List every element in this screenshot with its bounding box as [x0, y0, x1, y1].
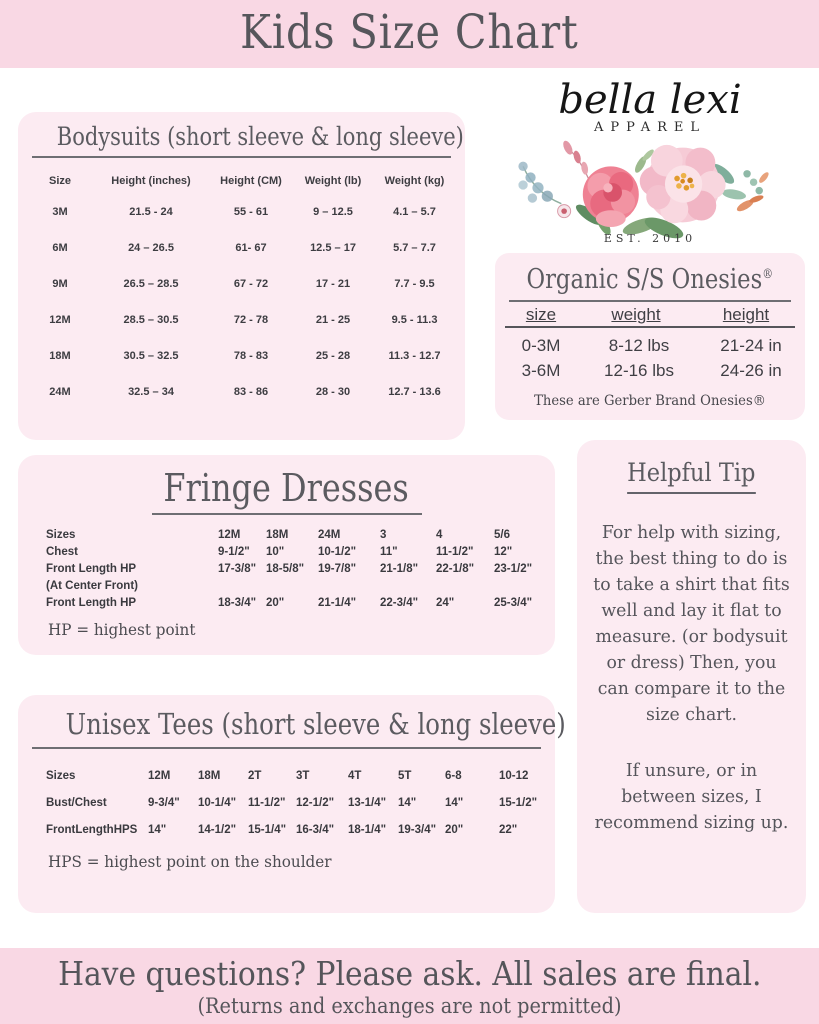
table-cell: 24M	[318, 529, 341, 541]
table-cell: 12M	[148, 770, 171, 782]
row-label: Sizes	[46, 770, 76, 782]
registered-trademark-symbol: ®	[762, 267, 774, 282]
table-cell: 32.5 – 34	[128, 386, 174, 398]
table-cell: 12M	[218, 529, 241, 541]
table-cell: 55 - 61	[233, 206, 269, 218]
tees-note: HPS = highest point on the shoulder	[48, 852, 332, 871]
table-cell: 8-12 lbs	[608, 336, 670, 355]
bodysuits-size-panel	[18, 112, 465, 440]
table-cell: 12"	[494, 546, 513, 558]
bodysuits-title: Bodysuits (short sleeve & long sleeve)	[56, 122, 464, 151]
bodysuits-col-header: Size	[48, 175, 71, 187]
table-cell: 21-1/8"	[380, 563, 419, 575]
table-cell: 10-12	[499, 770, 529, 782]
footer-line-2: (Returns and exchanges are not permitted)	[197, 994, 622, 1018]
bodysuits-title-underline	[32, 156, 451, 158]
table-cell: 3	[380, 529, 387, 541]
table-cell: 11-1/2"	[436, 546, 474, 558]
table-cell: 19-3/4"	[398, 824, 437, 836]
header-band	[0, 0, 819, 68]
table-cell: 21.5 - 24	[129, 206, 173, 218]
onesies-title: Organic S/S Onesies®	[526, 264, 774, 295]
helpful-tip-panel	[577, 440, 806, 913]
table-cell: 30.5 – 32.5	[123, 350, 179, 362]
table-cell: 9 – 12.5	[313, 206, 353, 218]
row-sublabel: (At Center Front)	[46, 580, 138, 592]
table-cell: 12.5 – 17	[310, 242, 356, 254]
table-cell: 22-1/8"	[436, 563, 475, 575]
table-cell: 20"	[266, 597, 285, 609]
fringe-note: HP = highest point	[48, 620, 196, 639]
table-cell: 21 - 25	[315, 314, 351, 326]
empty-cell	[494, 578, 552, 595]
bodysuits-table	[25, 168, 458, 410]
table-cell: 18-3/4"	[218, 597, 257, 609]
brand-subtitle: APPAREL	[594, 120, 706, 135]
table-cell: 3T	[296, 770, 310, 782]
table-cell: 18M	[198, 770, 221, 782]
table-cell: 11-1/2"	[248, 797, 286, 809]
table-cell: 14-1/2"	[198, 824, 237, 836]
tip-title: Helpful Tip	[627, 458, 755, 494]
organic-onesies-panel	[495, 253, 805, 420]
table-cell: 23-1/2"	[494, 563, 533, 575]
table-cell: 3M	[52, 206, 68, 218]
table-cell: 15-1/2"	[499, 797, 538, 809]
empty-cell	[436, 578, 494, 595]
table-cell: 9M	[52, 278, 68, 290]
table-cell: 3-6M	[521, 361, 561, 380]
table-cell: 4.1 – 5.7	[393, 206, 436, 218]
footer-band	[0, 948, 819, 1024]
footer-line-1: Have questions? Please ask. All sales are final.	[57, 954, 762, 993]
table-cell: 0-3M	[521, 336, 561, 355]
table-cell: 5T	[398, 770, 412, 782]
row-label: Chest	[46, 546, 78, 558]
onesies-col-header: weight	[611, 305, 661, 324]
table-cell: 72 - 78	[233, 314, 269, 326]
table-cell: 67 - 72	[233, 278, 269, 290]
table-cell: 61- 67	[235, 242, 267, 254]
table-cell: 4	[436, 529, 443, 541]
table-cell: 17-3/8"	[218, 563, 257, 575]
table-cell: 26.5 – 28.5	[123, 278, 179, 290]
bodysuits-col-header: Weight (lb)	[304, 175, 362, 187]
tip-paragraph-2: If unsure, or in between sizes, I recommend sizing up.	[594, 760, 789, 833]
bodysuits-col-header: Weight (kg)	[384, 175, 445, 187]
bodysuits-col-header: Height (CM)	[220, 175, 282, 187]
table-cell: 21-1/4"	[318, 597, 357, 609]
table-cell: 18M	[266, 529, 289, 541]
onesies-note: These are Gerber Brand Onesies®	[534, 393, 766, 409]
fringe-title: Fringe Dresses	[163, 466, 410, 510]
table-cell: 24M	[49, 386, 71, 398]
table-cell: 25 - 28	[315, 350, 351, 362]
onesies-table	[503, 334, 797, 384]
table-cell: 19-7/8"	[318, 563, 357, 575]
row-label: Front Length HP	[46, 597, 137, 609]
table-cell: 22-3/4"	[380, 597, 419, 609]
brand-logo	[495, 78, 805, 250]
table-cell: 78 - 83	[233, 350, 269, 362]
table-cell: 17 - 21	[315, 278, 351, 290]
table-cell: 2T	[248, 770, 262, 782]
table-cell: 16-3/4"	[296, 824, 335, 836]
empty-cell	[266, 578, 318, 595]
table-cell: 6M	[52, 242, 68, 254]
table-cell: 15-1/4"	[248, 824, 287, 836]
onesies-col-header: height	[722, 305, 770, 324]
fringe-title-underline	[152, 513, 422, 515]
table-cell: 10-1/4"	[198, 797, 237, 809]
table-cell: 6-8	[445, 770, 462, 782]
table-cell: 9-1/2"	[218, 546, 250, 558]
table-cell: 24"	[436, 597, 455, 609]
row-label: Sizes	[46, 529, 76, 541]
table-cell: 10"	[266, 546, 285, 558]
table-cell: 9.5 - 11.3	[391, 314, 438, 326]
table-cell: 18M	[49, 350, 71, 362]
table-cell: 14"	[148, 824, 167, 836]
tip-paragraph-1: For help with sizing, the best thing to do is to take a shirt that fits well and lay it flat to measure. (or bodysuit or dress) Then, you can compare it to the size chart.	[593, 522, 790, 725]
table-cell: 14"	[445, 797, 464, 809]
page-title: Kids Size Chart	[240, 5, 579, 60]
bodysuits-col-header: Height (inches)	[111, 175, 191, 187]
onesies-col-header: size	[525, 305, 557, 324]
table-cell: 18-1/4"	[348, 824, 387, 836]
empty-cell	[380, 578, 436, 595]
table-cell: 14"	[398, 797, 417, 809]
brand-name: bella lexi	[558, 77, 742, 123]
tees-table	[46, 763, 555, 844]
table-cell: 20"	[445, 824, 464, 836]
row-label: FrontLengthHPS	[46, 824, 138, 836]
unisex-tees-panel	[18, 695, 566, 913]
table-cell: 4T	[348, 770, 362, 782]
table-cell: 7.7 - 9.5	[394, 278, 435, 290]
empty-cell	[318, 578, 380, 595]
table-cell: 12-16 lbs	[604, 361, 674, 380]
floral-bouquet-icon	[500, 129, 800, 241]
table-cell: 10-1/2"	[318, 546, 357, 558]
tees-title: Unisex Tees (short sleeve & long sleeve)	[65, 707, 566, 741]
table-cell: 22"	[499, 824, 518, 836]
table-cell: 5/6	[494, 529, 510, 541]
table-cell: 25-3/4"	[494, 597, 533, 609]
brand-established: EST. 2010	[603, 232, 697, 245]
table-cell: 24 – 26.5	[128, 242, 174, 254]
tees-title-underline	[32, 747, 541, 749]
table-cell: 12M	[49, 314, 71, 326]
table-cell: 24-26 in	[720, 361, 782, 380]
table-cell: 28.5 – 30.5	[123, 314, 179, 326]
table-cell: 28 - 30	[315, 386, 351, 398]
table-cell: 12-1/2"	[296, 797, 335, 809]
row-label: Front Length HP	[46, 563, 137, 575]
table-cell: 12.7 - 13.6	[388, 386, 441, 398]
fringe-dresses-panel	[18, 455, 555, 655]
table-cell: 18-5/8"	[266, 563, 305, 575]
onesies-header-row	[505, 302, 795, 328]
table-cell: 21-24 in	[720, 336, 782, 355]
table-cell: 11"	[380, 546, 398, 558]
table-cell: 11.3 - 12.7	[388, 350, 441, 362]
row-label: Bust/Chest	[46, 797, 107, 809]
fringe-table	[46, 527, 555, 612]
table-cell: 83 - 86	[233, 386, 269, 398]
table-cell: 5.7 – 7.7	[393, 242, 436, 254]
table-cell: 9-3/4"	[148, 797, 180, 809]
table-cell: 13-1/4"	[348, 797, 387, 809]
empty-cell	[218, 578, 266, 595]
